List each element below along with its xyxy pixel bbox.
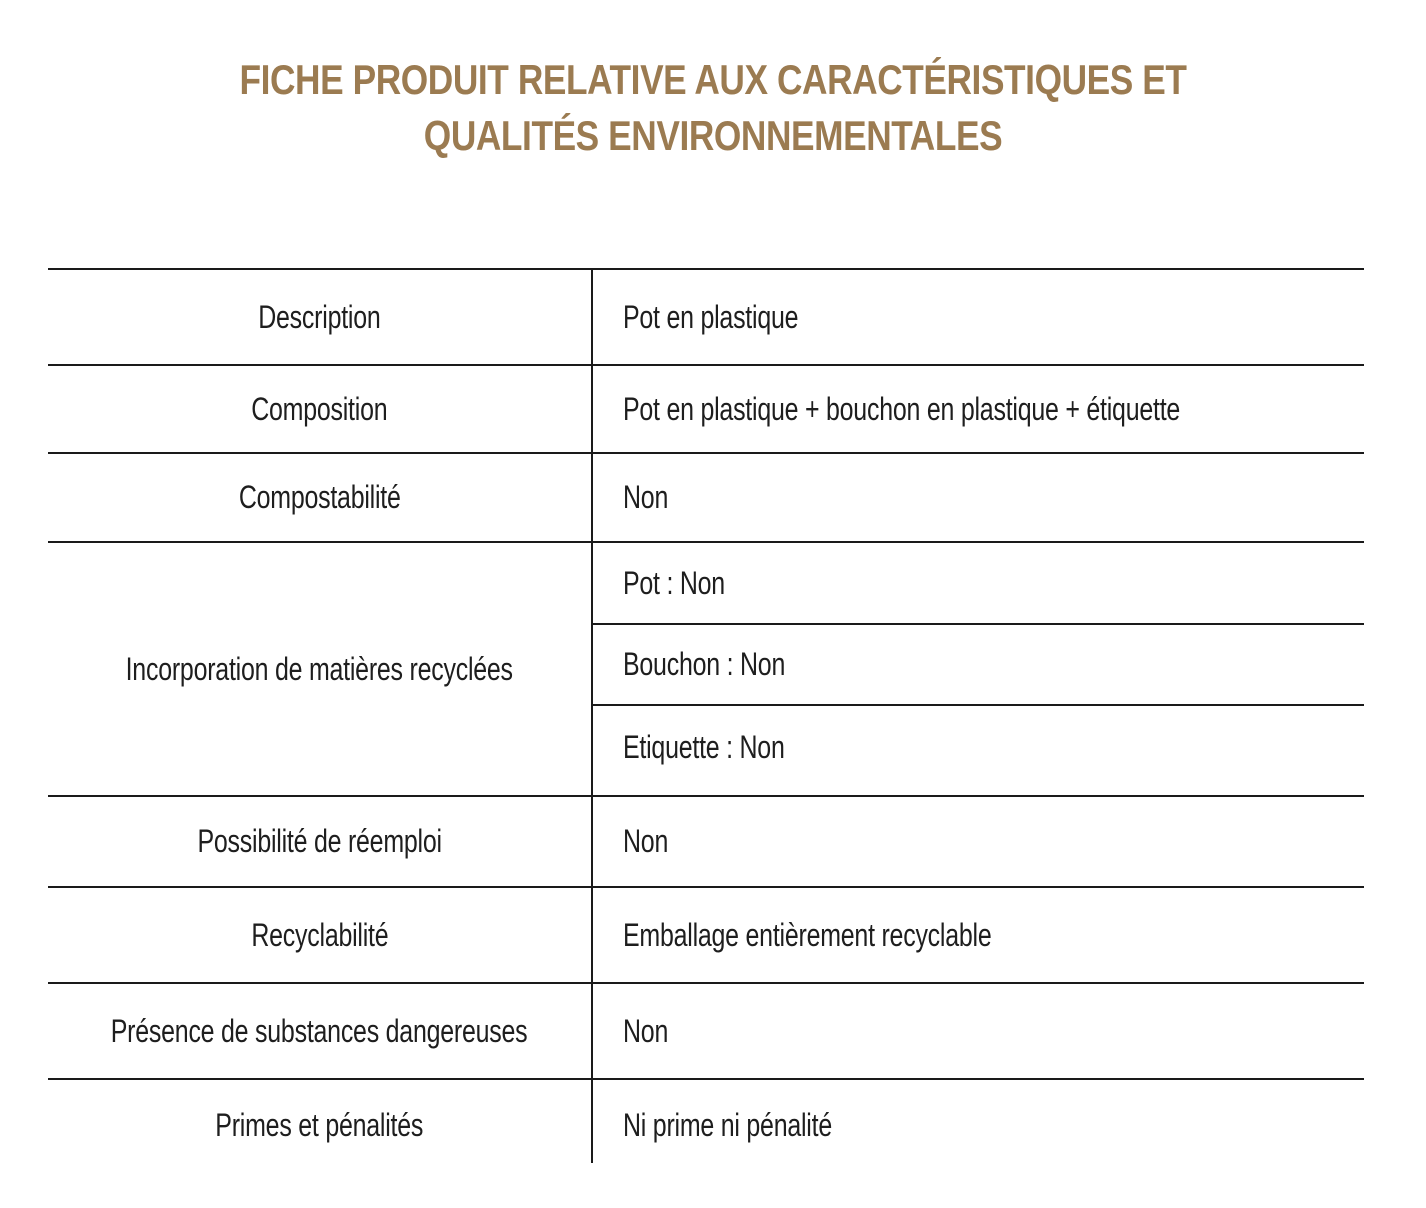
row-label-bonus-penalty: Primes et pénalités bbox=[215, 1106, 424, 1143]
row-value-reuse: Non bbox=[623, 823, 669, 859]
row-value-composition: Pot en plastique + bouchon en plastique + étiquette bbox=[623, 390, 1181, 427]
row-value-recyclability: Emballage entièrement recyclable bbox=[623, 916, 992, 953]
row-value-recycled-content-pot: Pot : Non bbox=[623, 564, 725, 601]
column-divider bbox=[591, 268, 593, 1163]
row-label-hazardous-substances: Présence de substances dangereuses bbox=[111, 1012, 528, 1049]
row-label-description: Description bbox=[258, 298, 381, 335]
row-label-compostability: Compostabilité bbox=[238, 479, 401, 515]
row-value-compostability: Non bbox=[623, 479, 669, 515]
title-line-1: FICHE PRODUIT RELATIVE AUX CARACTÉRISTIQUES ET bbox=[239, 56, 1187, 103]
row-value-hazardous-substances: Non bbox=[623, 1012, 669, 1049]
environmental-characteristics-table bbox=[48, 268, 1364, 1163]
row-label-reuse: Possibilité de réemploi bbox=[197, 823, 442, 859]
row-label-composition: Composition bbox=[251, 390, 388, 427]
row-value-description: Pot en plastique bbox=[623, 298, 799, 335]
row-label-recycled-content: Incorporation de matières recyclées bbox=[125, 650, 514, 687]
page-title bbox=[114, 52, 1312, 164]
row-value-recycled-content-label: Etiquette : Non bbox=[623, 728, 785, 765]
row-value-bonus-penalty: Ni prime ni pénalité bbox=[623, 1106, 832, 1143]
row-label-recyclability: Recyclabilité bbox=[250, 916, 389, 953]
title-line-2: QUALITÉS ENVIRONNEMENTALES bbox=[423, 112, 1003, 159]
row-value-recycled-content-cap: Bouchon : Non bbox=[623, 646, 786, 682]
